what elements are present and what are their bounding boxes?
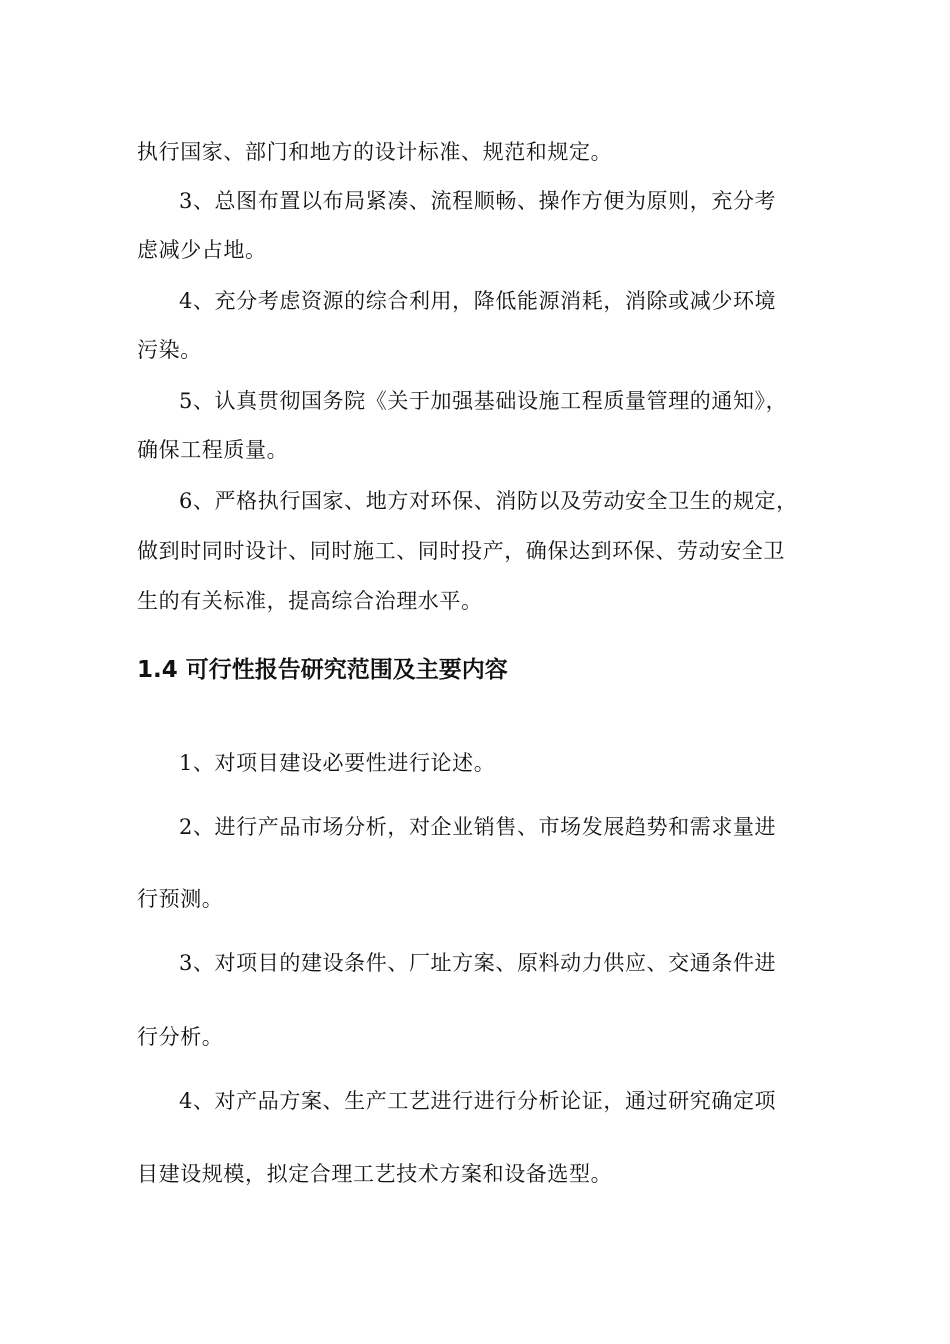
- text-line: 做到时同时设计、同时施工、同时投产，确保达到环保、劳动安全卫: [137, 539, 785, 563]
- text-line: 行分析。: [137, 1025, 224, 1049]
- text-line: 污染。: [137, 338, 202, 362]
- text-line: 1、对项目建设必要性进行论述。: [179, 751, 496, 775]
- text-line: 2、进行产品市场分析，对企业销售、市场发展趋势和需求量进: [179, 815, 777, 839]
- text-line: 3、总图布置以布局紧凑、流程顺畅、操作方便为原则，充分考: [179, 189, 777, 213]
- text-line: 5、认真贯彻国务院《关于加强基础设施工程质量管理的通知》，: [179, 389, 788, 413]
- text-line: 4、对产品方案、生产工艺进行进行分析论证，通过研究确定项: [179, 1089, 777, 1113]
- text-line: 执行国家、部门和地方的设计标准、规范和规定。: [137, 140, 613, 164]
- text-line: 4、充分考虑资源的综合利用，降低能源消耗，消除或减少环境: [179, 289, 777, 313]
- text-line: 行预测。: [137, 887, 224, 911]
- text-line: 6、严格执行国家、地方对环保、消防以及劳动安全卫生的规定，: [179, 489, 798, 513]
- text-line: 确保工程质量。: [137, 438, 289, 462]
- section-heading: 1.4 可行性报告研究范围及主要内容: [137, 657, 508, 683]
- text-line: 虑减少占地。: [137, 238, 267, 262]
- text-line: 生的有关标准，提高综合治理水平。: [137, 589, 483, 613]
- text-line: 目建设规模，拟定合理工艺技术方案和设备选型。: [137, 1162, 613, 1186]
- text-line: 3、对项目的建设条件、厂址方案、原料动力供应、交通条件进: [179, 951, 777, 975]
